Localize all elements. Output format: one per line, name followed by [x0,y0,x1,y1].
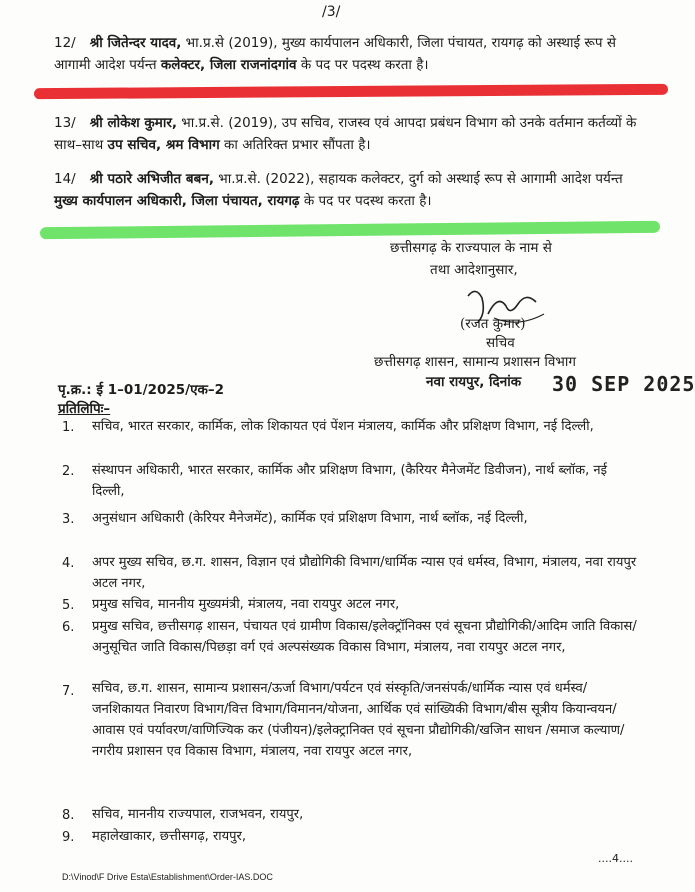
list-item: सचिव, भारत सरकार, कार्मिक, लोक शिकायत एवं पेंशन मंत्रालय, कार्मिक और प्रशिक्षण विभाग, नई दिल्ली, [92,419,594,434]
list-item-number: 6. [62,620,75,635]
list-item: महालेखाकार, छत्तीसगढ़, रायपुर, [92,829,247,844]
endorsement-number: पृ.क्र.: ई 1–01/2025/एक–2 [58,382,225,398]
red-marker-line [34,84,668,99]
list-item: संस्थापन अधिकारी, भारत सरकार, कार्मिक और प्रशिक्षण विभाग, (कैरियर मैनेजमेंट डिवीजन), नार्थ ब्लॉक, नई दिल्ली, [92,463,607,499]
list-item-number: 3. [62,512,75,527]
list-item-number: 5. [62,598,75,613]
list-item-number: 8. [62,808,75,823]
list-item-number: 9. [62,830,75,845]
place-date-label: नवा रायपुर, दिनांक [426,374,522,390]
green-marker-line [40,221,660,239]
list-item: प्रमुख सचिव, माननीय मुख्यमंत्री, मंत्रालय, नवा रायपुर अटल नगर, [92,597,400,612]
list-item-number: 7. [62,684,75,699]
file-path: D:\Vinod\F Drive Esta\Establishment\Order-IAS.DOC [62,872,273,882]
officer-name: श्री लोकेश कुमार, [89,115,177,131]
para-text: भा.प्र.से. (2019), उप सचिव, राजस्व एवं आपदा प्रबंधन विभाग को उनके वर्तमान कर्तव्यों के साथ–साथ [54,115,637,153]
signatory-department: छत्तीसगढ़ शासन, सामान्य प्रशासन विभाग [374,354,576,370]
officer-name: श्री जितेन्दर यादव, [89,35,182,51]
authority-line-2: तथा आदेशानुसार, [430,262,518,278]
list-item: सचिव, छ.ग. शासन, सामान्य प्रशासन/ऊर्जा विभाग/पर्यटन एवं संस्कृति/जनसंपर्क/धार्मिक न्यास एवं धर्मस्व/जनशिकायत निवारण विभाग/वित्त विभाग/विमानन/योजना, आर्थिक एवं सांख्यिकी विभाग/बीस सूत्रीय कियान्वयन/आवास एवं पर्यावरण/वाणिज्यिक कर (पंजीयन)/इलेक्ट्रानिक्त एवं सूचना प्रौद्योगिकी/खजिन साधन /समाज कल्याण/नगरीय प्रशासन एव विकास विभाग, मंत्रालय, नवा रायपुर अटल नगर, [92,681,625,759]
para-text-end: का अतिरिक्त प्रभार सौंपता है। [219,137,371,153]
list-item: प्रमुख सचिव, छत्तीसगढ़ शासन, पंचायत एवं ग्रामीण विकास/इलेक्ट्रॉनिक्स एवं सूचना प्रौद्योगिकी/आदिम जाति विकास/अनुसूचित जाति विकास/पिछड़ा वर्ग एवं अल्पसंख्यक विकास विभाग, मंत्रालय, नवा रायपुर अटल नगर, [92,619,637,655]
copy-heading: प्रतिलिपिः– [58,401,111,417]
order-paragraph-13 [54,112,638,156]
list-item-number: 2. [62,464,75,479]
officer-name: श्री पठारे अभिजीत बबन, [89,171,214,187]
posting: उप सचिव, श्रम विभाग [107,137,220,153]
order-paragraph-14 [54,168,638,212]
date-stamp: 30 SEP 2025 [552,372,695,396]
posting: कलेक्टर, जिला राजनांदगांव [160,57,297,73]
continuation-marker: ....4.... [598,852,633,865]
para-number: 12/ [54,35,76,51]
order-paragraph-12 [54,32,638,76]
authority-line-1: छत्तीसगढ़ के राज्यपाल के नाम से [390,240,552,256]
para-text: भा.प्र.से (2019), मुख्य कार्यपालन अधिकारी, जिला पंचायत, रायगढ़ को अस्थाई रूप से आगामी आदेश पर्यन्त [54,35,616,73]
list-item: सचिव, माननीय राज्यपाल, राजभवन, रायपुर, [92,807,304,822]
list-item: अनुसंधान अधिकारी (केरियर मैनेजमेंट), कार्मिक एवं प्रशिक्षण विभाग, नार्थ ब्लॉक, नई दिल्ली, [92,511,528,526]
signatory-title: सचिव [486,335,515,351]
page-marker: /3/ [322,4,341,20]
para-text-end: के पद पर पदस्थ करता है। [296,57,429,73]
para-text-end: के पद पर पदस्थ करता है। [299,193,432,209]
posting: मुख्य कार्यपालन अधिकारी, जिला पंचायत, रायगढ़ [54,193,300,209]
list-item-number: 4. [62,556,75,571]
list-item-number: 1. [62,420,75,435]
para-text: भा.प्र.से. (2022), सहायक कलेक्टर, दुर्ग को अस्थाई रूप से आगामी आदेश पर्यन्त [213,171,623,187]
para-number: 13/ [54,115,76,131]
signatory-name: (रजत कुमार) [460,316,526,332]
list-item: अपर मुख्य सचिव, छ.ग. शासन, विज्ञान एवं प्रौद्योगिकी विभाग/धार्मिक न्यास एवं धर्मस्व, विभाग, मंत्रालय, नवा रायपुर अटल नगर, [92,555,637,591]
para-number: 14/ [54,171,76,187]
